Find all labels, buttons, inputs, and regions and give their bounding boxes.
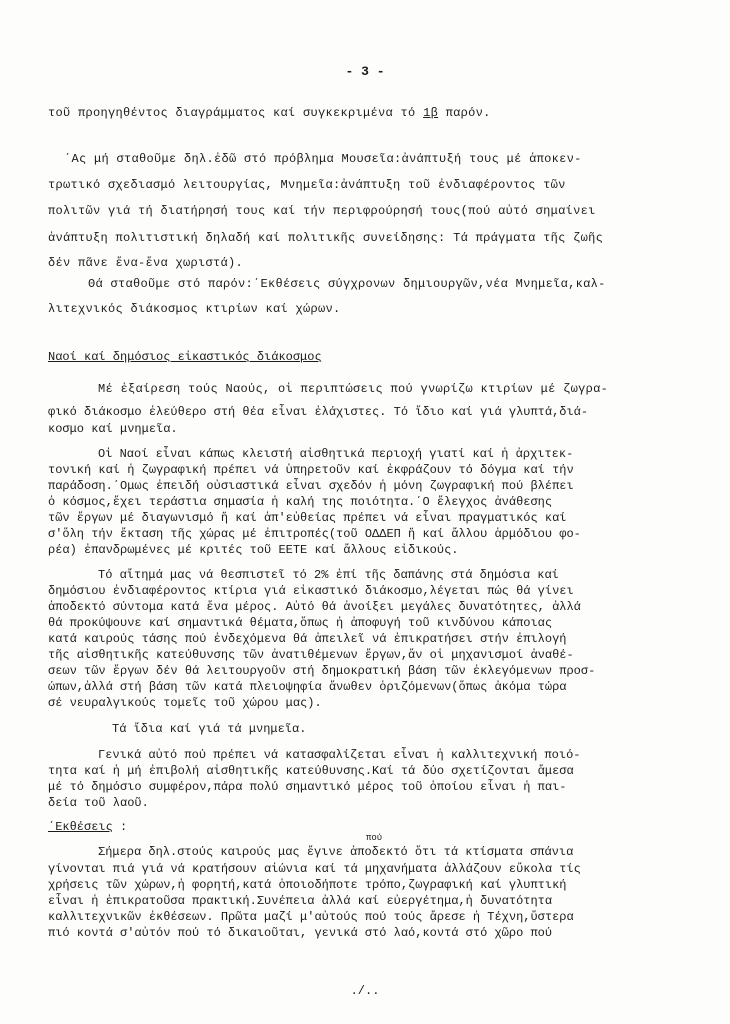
paragraph-5-line: σεων τῶν ἔργων δέν θά λειτουργοῦν στή δημοκρατική βάση τῶν ἐκλεγόμενων προσ- (48, 664, 596, 678)
paragraph-8-line: πιό κοντά σ'αὐτόν πού τό δικαιοῦται, γενικά στό λαό,κοντά στό χῶρο πού (48, 926, 553, 940)
paragraph-8-line: καλλιτεχνικῶν ἐκθέσεων. Πρῶτα μαζί μ'αὐτούς πού τούς ἄρεσε ἡ Τέχνη,ὕστερα (48, 910, 574, 924)
section-heading-exhibitions-text: ΄Εκθέσεις (48, 820, 113, 834)
inserted-word: πού (366, 833, 383, 843)
paragraph-6-line: Τά ἴδια καί γιά τά μνημεῖα. (112, 722, 307, 736)
paragraph-4-line: ὁ κόσμος,ἔχει τεράστια σημασία ἡ καλή της ποιότητα.΄Ο ἔλεγχος ἀνάθεσης (48, 495, 553, 509)
continuation-line (48, 106, 491, 120)
paragraph-8-line: χρήσεις τῶν χώρων,ἡ φορητή,κατά ὁποιοδήποτε τρόπο,ζωγραφική καί γλυπτική (48, 878, 567, 892)
paragraph-7-line: Γενικά αὐτό πού πρέπει νά κατασφαλίζεται εἶναι ἡ καλλιτεχνική ποιό- (98, 748, 581, 762)
paragraph-3-line: Μέ ἐξαίρεση τούς Ναούς, οἱ περιπτώσεις πού γνωρίζω κτιρίων μέ ζωγρα- (98, 382, 609, 396)
paragraph-5-line: σέ νευραλγικούς τομεῖς τοῦ χώρου μας). (48, 696, 322, 710)
paragraph-5-line: Τό αἴτημά μας νά θεσπιστεῖ τό 2% ἐπί τῆς δαπάνης στά δημόσια καί (98, 568, 559, 582)
paragraph-5-line: θά προκύψουνε καί σημαντικά θέματα,ὅπως ἡ ἀποφυγή τοῦ κινδύνου κάποιας (48, 616, 553, 630)
paragraph-5-line: κατά καιρούς τάσης πού ἐνδεχόμενα θά ἀπειλεῖ νά ἐπικρατήσει στήν ἐπιλογή (48, 632, 567, 646)
section-heading-exhibitions (48, 820, 127, 834)
paragraph-1-line: τρωτικό σχεδιασμό λειτουργίας, Μνημεῖα:ἀνάπτυξη τοῦ ἐνδιαφέροντος τῶν (48, 178, 566, 192)
section-heading-exhibitions-colon: : (112, 820, 128, 834)
continuation-text: τοῦ προηγηθέντος διαγράμματος καί συγκεκριμένα τό (48, 106, 424, 120)
continuation-end: παρόν. (438, 106, 491, 120)
paragraph-1-line: ΄Ας μή σταθοῦμε δηλ.ἐδῶ στό πρόβλημα Μουσεῖα:ἀνάπτυξή τους μέ ἀποκεν- (64, 152, 582, 166)
paragraph-1-line: δέν πᾶνε ἕνα-ἕνα χωριστά). (48, 256, 244, 270)
paragraph-8-line: εἶναι ἡ ἐπικρατοῦσα πρακτική.Συνέπεια ἀλλά καί εὐεργέτημα,ἡ δυνατότητα (48, 894, 553, 908)
paragraph-5-line: τῆς αἰσθητικῆς κατεύθυνσης τῶν ἀνατιθέμενων ἔργων,ἄν οἱ μηχανισμοί ἀναθέ- (48, 648, 574, 662)
section-reference: 1β (423, 106, 439, 120)
paragraph-3-line: φικό διάκοσμο ἐλεύθερο στή θέα εἶναι ἐλάχιστες. Τό ἴδιο καί γιά γλυπτά,διά- (48, 405, 589, 419)
paragraph-4-line: ρέα) ἐπανδρωμένες μέ κριτές τοῦ ΕΕΤΕ καί ἄλλους εἰδικούς. (48, 543, 459, 557)
page-number: - 3 - (345, 64, 385, 79)
paragraph-2-line: Θά σταθοῦμε στό παρόν:΄Εκθέσεις σύγχρονων δημιουργῶν,νέα Μνημεῖα,καλ- (88, 277, 606, 291)
paragraph-4-line: τονική καί ἡ ζωγραφική πρέπει νά ὑπηρετοῦν καί ἐκφράζουν τό δόγμα καί τήν (48, 463, 574, 477)
paragraph-8-line: Σήμερα δηλ.στούς καιρούς μας ἔγινε ἀποδεκτό ὅτι τά κτίσματα σπάνια (98, 845, 574, 859)
paragraph-4-line: τῶν ἔργων μέ διαγωνισμό ἤ καί ἀπ'εὐθείας πρέπει νά εἶναι πραγματικός καί (48, 511, 567, 525)
paragraph-7-line: μέ τό δημόσιο συμφέρον,πάρα πολύ σημαντικό μέρος τοῦ ὁποίου εἶναι ἡ παι- (48, 780, 567, 794)
paragraph-1-line: πολιτῶν γιά τή διατήρησή τους καί τήν περιφρούρησή τους(πού αὐτό σημαίνει (48, 204, 596, 218)
paragraph-5-line: δημόσιου ἐνδιαφέροντος κτίρια γιά εἰκαστικό διάκοσμο,λέγεται πώς θά γίνει (48, 584, 574, 598)
paragraph-5-line: ἀποδεκτό σύντομα κατά ἕνα μέρος. Αὐτό θά ἀνοίξει μεγάλες δυνατότητες, ἀλλά (48, 600, 581, 614)
paragraph-4-line: παράδοση.΄Ομως ἐπειδή οὐσιαστικά εἶναι σχεδόν ἡ μόνη ζωγραφική πού βλέπει (48, 479, 574, 493)
paragraph-4-line: Οἱ Ναοί εἶναι κάπως κλειστή αἰσθητικά περιοχή γιατί καί ἡ ἀρχιτεκ- (98, 447, 574, 461)
paragraph-3-line: κοσμο καί μνημεῖα. (48, 422, 178, 436)
paragraph-8-line: γίνονται πιά γιά νά κρατήσουν αἰώνια καί τά μηχανήματα ἀλλάζουν εὔκολα τίς (48, 862, 581, 876)
continuation-marker: ./.. (350, 984, 380, 998)
paragraph-5-line: ώπων,ἀλλά στή βάση τῶν κατά πλειοψηφία ἄνωθεν ὁριζόμενων(ὅπως ἀκόμα τώρα (48, 680, 567, 694)
paragraph-7-line: δεία τοῦ λαοῦ. (48, 796, 149, 810)
paragraph-1-line: ἀνάπτυξη πολιτιστική δηλαδή καί πολιτικῆς συνείδησης: Τά πράγματα τῆς ζωῆς (48, 231, 604, 245)
paragraph-7-line: τητα καί ἡ μή ἐπιβολή αἰσθητικῆς κατεύθυνσης.Καί τά δύο σχετίζονται ἄμεσα (48, 764, 574, 778)
section-heading-churches: Ναοί καί δημόσιος εἰκαστικός διάκοσμος (48, 350, 322, 364)
paragraph-2-line: λιτεχνικός διάκοσμος κτιρίων καί χώρων. (48, 302, 341, 316)
paragraph-4-line: σ'ὅλη τήν ἔκταση τῆς χώρας μέ ἐπιτροπές(τοῦ ΟΔΔΕΠ ἤ καί ἄλλου ἁρμόδιου φο- (48, 527, 581, 541)
